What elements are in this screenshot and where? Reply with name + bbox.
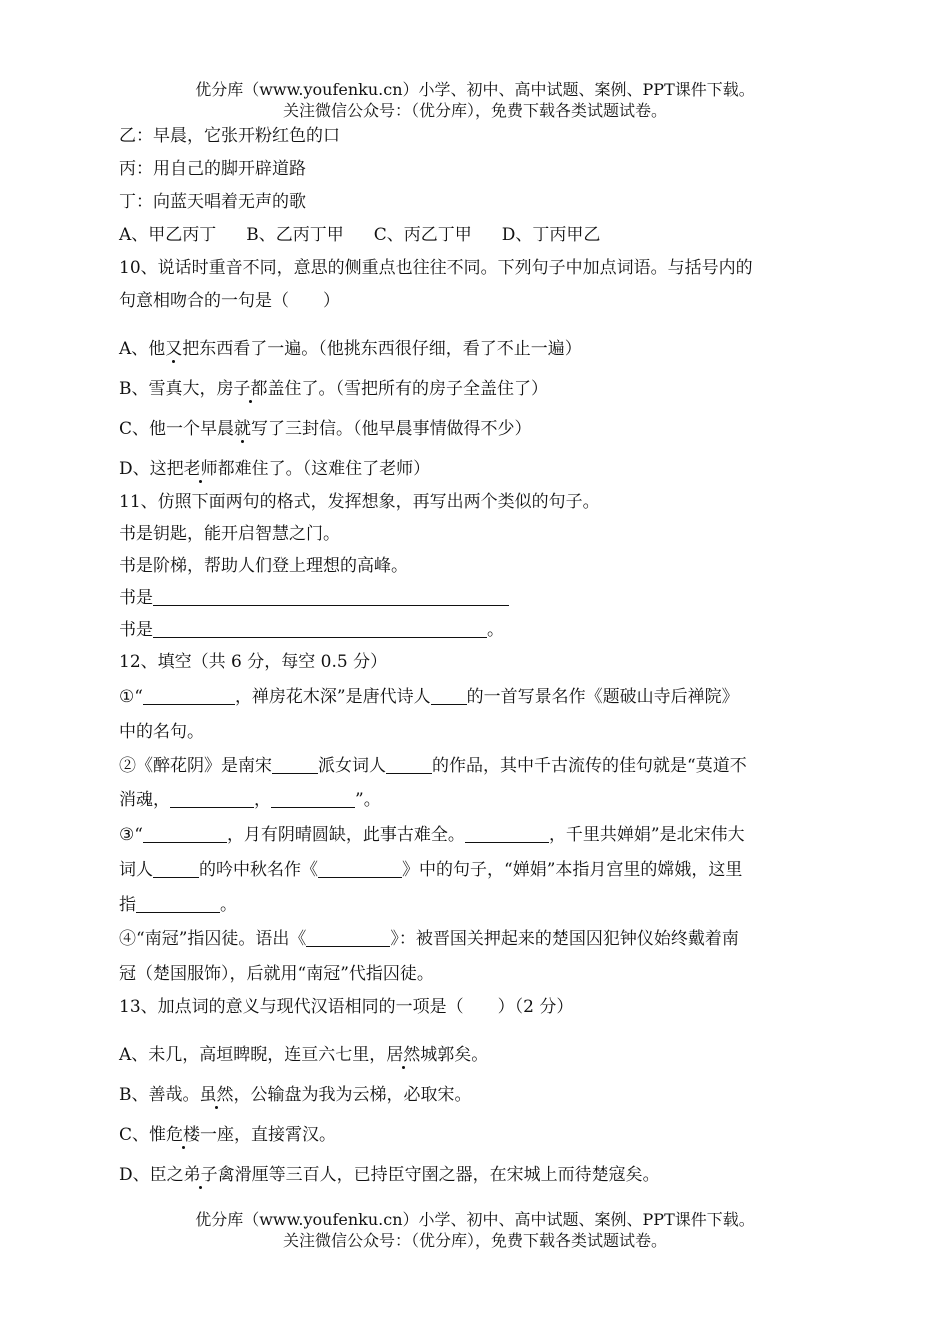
q10-option-d: D、这把老师都难住了。（这难住了老师） (119, 459, 431, 479)
answer-blank[interactable] (272, 753, 318, 774)
q9-option-c: C、丙乙丁甲 (373, 225, 472, 245)
q13-option-a: A、未几，高垣睥睨，连亘六七里，居然城郭矣。 (119, 1045, 489, 1065)
answer-blank[interactable] (431, 684, 467, 705)
dotted-word: 危楼 (166, 1125, 201, 1145)
q12-item-2-cont: 消魂， ， ”。 (119, 783, 831, 818)
dotted-word: 就 (234, 419, 252, 439)
answer-blank[interactable] (136, 892, 220, 913)
dotted-word: 居然 (386, 1045, 421, 1065)
document-body (119, 120, 831, 1192)
answer-blank[interactable] (143, 684, 235, 705)
answer-blank[interactable] (153, 857, 199, 878)
dotted-word: 子都 (233, 379, 268, 399)
footer-line-2: 关注微信公众号：（优分库），免费下载各类试题试卷。 (282, 1231, 667, 1250)
answer-blank[interactable] (386, 753, 432, 774)
q12-item-3-cont-2: 指 。 (119, 888, 831, 922)
answer-blank[interactable] (465, 822, 549, 843)
page-footer (0, 1209, 950, 1251)
footer-line-1: 优分库（www.youfenku.cn）小学、初中、高中试题、案例、PPT课件下载。 (195, 1210, 755, 1229)
dotted-word: 弟子 (183, 1165, 218, 1185)
q10-option-a: A、他又把东西看了一遍。（他挑东西很仔细，看了不止一遍） (119, 339, 582, 359)
answer-blank[interactable] (306, 926, 390, 947)
q13-option-b: B、善哉。虽然，公输盘为我为云梯，必取宋。 (119, 1085, 472, 1105)
answer-blank[interactable] (143, 822, 227, 843)
answer-blank[interactable] (271, 787, 355, 808)
dotted-word: 又 (165, 339, 183, 359)
q12-item-1: ①“ ，禅房花木深”是唐代诗人 的一首写景名作《题破山寺后禅院》 (119, 679, 831, 715)
q13-stem: 13、加点词的意义与现代汉语相同的一项是（ ）（2 分） (119, 997, 574, 1017)
q9-option-d: D、丁丙甲乙 (501, 225, 601, 245)
q10-option-c: C、他一个早晨就写了三封信。（他早晨事情做得不少） (119, 419, 532, 439)
q12-item-2: ②《醉花阴》是南宋 派女词人 的作品，其中千古流传的佳句就是“莫道不 (119, 749, 831, 783)
q12-item-4-cont: 冠（楚国服饰），后就用“南冠”代指囚徒。 (119, 964, 434, 984)
q10-stem-2: 句意相吻合的一句是（ ） (119, 291, 340, 311)
q12-item-1-cont: 中的名句。 (119, 722, 204, 742)
q11-blank-2: 书是 。 (119, 614, 831, 646)
header-line-2: 关注微信公众号：（优分库），免费下载各类试题试卷。 (282, 101, 667, 120)
q11-example-1: 书是钥匙，能开启智慧之门。 (119, 524, 340, 544)
q10-stem-1: 10、说话时重音不同，意思的侧重点也往往不同。下列句子中加点词语。与括号内的 (119, 258, 753, 278)
answer-blank[interactable] (318, 857, 402, 878)
answer-blank[interactable] (153, 617, 487, 638)
q11-stem: 11、仿照下面两句的格式，发挥想象，再写出两个类似的句子。 (119, 492, 600, 512)
q9-ding: 丁：向蓝天唱着无声的歌 (119, 192, 306, 212)
q11-blank-1: 书是 (119, 582, 831, 614)
header-line-1: 优分库（www.youfenku.cn）小学、初中、高中试题、案例、PPT课件下载。 (195, 80, 755, 99)
q9-option-a: A、甲乙丙丁 (119, 225, 217, 245)
q9-bing: 丙：用自己的脚开辟道路 (119, 159, 306, 179)
q12-item-3: ③“ ，月有阴晴圆缺，此事古难全。 ，千里共婵娟”是北宋伟大 (119, 818, 831, 853)
q12-stem: 12、填空（共 6 分，每空 0.5 分） (119, 652, 388, 672)
q13-option-c: C、惟危楼一座，直接霄汉。 (119, 1125, 337, 1145)
q12-item-4: ④“南冠”指囚徒。语出《 》：被晋国关押起来的楚国囚犯钟仪始终戴着南 (119, 922, 831, 957)
q9-yi: 乙：早晨，它张开粉红色的口 (119, 126, 340, 146)
answer-blank[interactable] (153, 585, 509, 606)
answer-blank[interactable] (170, 787, 254, 808)
q12-item-3-cont: 词人 的吟中秋名作《 》中的句子，“婵娟”本指月宫里的嫦娥，这里 (119, 853, 831, 888)
q9-options (119, 219, 831, 252)
dotted-word: 老师 (183, 459, 218, 479)
dotted-word: 虽然 (199, 1085, 234, 1105)
q9-option-b: B、乙丙丁甲 (246, 225, 344, 245)
q10-option-b: B、雪真大，房子都盖住了。（雪把所有的房子全盖住了） (119, 379, 548, 399)
q11-example-2: 书是阶梯，帮助人们登上理想的高峰。 (119, 556, 408, 576)
q13-option-d: D、臣之弟子禽滑厘等三百人，已持臣守圉之器，在宋城上而待楚寇矣。 (119, 1165, 660, 1185)
page-header (0, 79, 950, 121)
